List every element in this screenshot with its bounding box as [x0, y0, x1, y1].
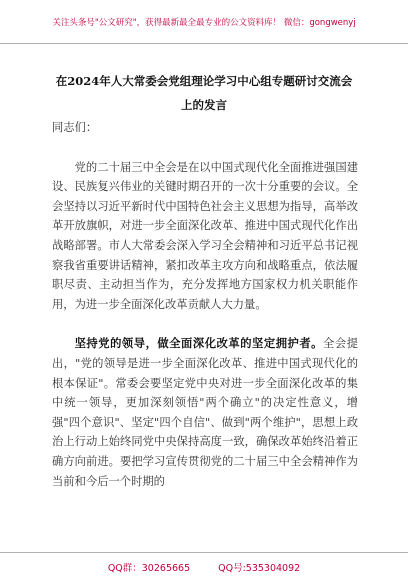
footer-qq-group: QQ群：30265665 [107, 562, 191, 574]
document-title: 在2024年人大常委会党组理论学习中心组专题研讨交流会上的发言 [55, 74, 353, 112]
footer-banner [0, 552, 408, 580]
footer-qq-number: QQ号:535304092 [218, 562, 301, 574]
salutation: 同志们： [52, 121, 98, 134]
header-banner [0, 0, 408, 44]
paragraph-2-heading: 坚持党的领导，做全面深化改革的坚定拥护者。 [74, 336, 324, 351]
paragraph-1: 党的二十届三中全会是在以中国式现代化全面推进强国建设、民族复兴伟业的关键时期召开的一次十分重要的会议。全会坚持以习近平新时代中国特色社会主义思想为指导，高举改革开放旗帜，对进一步全面深化改革、推进中国式现代化作出战略部署。市人大常委会深入学习全会精神和习近平总书记视察我省重要讲话精神，紧扣改革主攻方向和战略重点，依法履职尽责、主动担当作为，充分发挥地方国家权力机关职能作用，为进一步全面深化改革贡献人大力量。 [52, 160, 358, 311]
paragraph-2 [52, 334, 358, 491]
header-notice: 关注头条号"公文研究"，获得最新最全最专业的公文资料库！ 微信：gongwenyj [52, 17, 356, 28]
paragraph-2-body: 全会提出，"党的领导是进一步全面深化改革、推进中国式现代化的根本保证"。常委会要坚定党中央对进一步全面深化改革的集中统一领导，更加深刻领悟"两个确立"的决定性意义，增强"四个意识"、坚定"四个自信"、做到"两个维护"，思想上政治上行动上始终同党中央保持高度一致，确保改革始终沿着正确方向前进。要把学习宣传贯彻党的二十届三中全会精神作为当前和今后一个时期的 [52, 337, 358, 488]
document-body [52, 118, 358, 491]
